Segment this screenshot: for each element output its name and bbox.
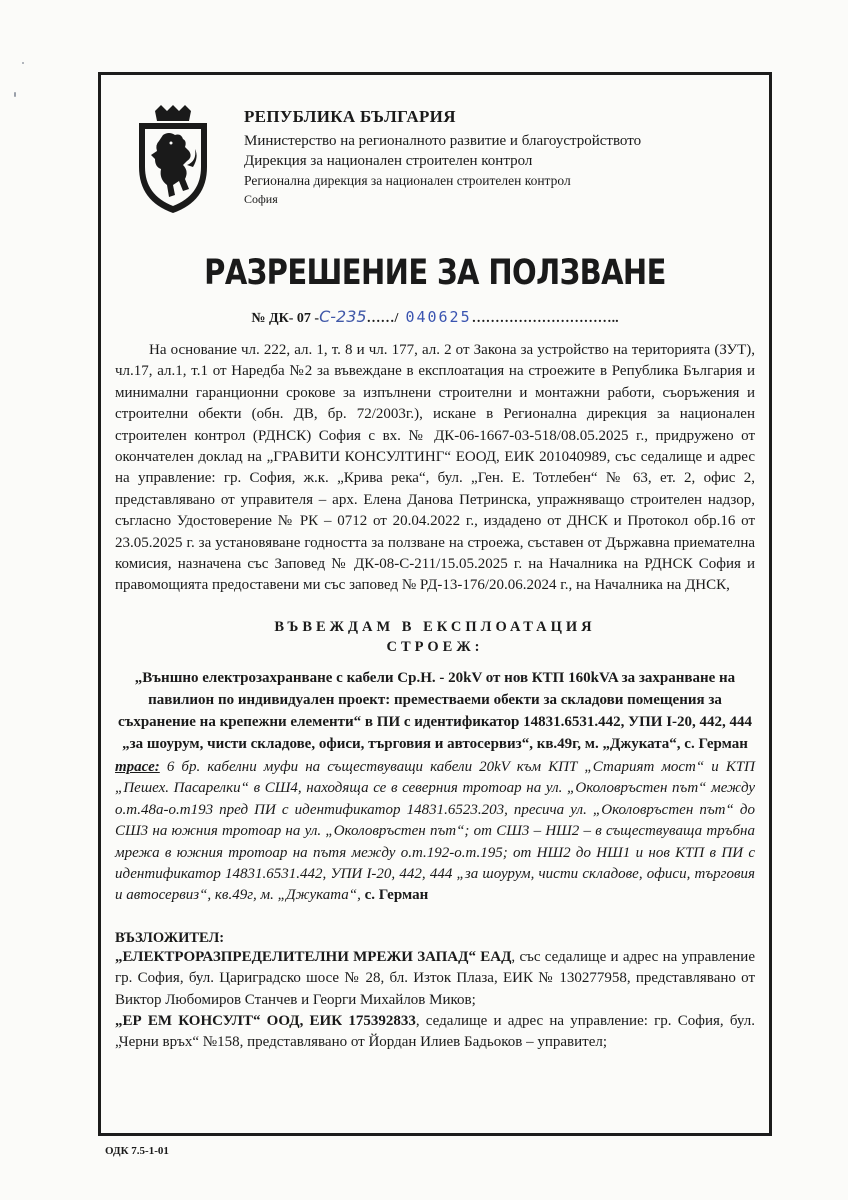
document-number: [101, 307, 769, 327]
date-stamp: 040625: [405, 308, 472, 326]
assignor-name: „ЕР ЕМ КОНСУЛТ“ ООД, ЕИК 175392833: [115, 1012, 416, 1029]
document-title: РАЗРЕШЕНИЕ ЗА ПОЛЗВАНЕ: [204, 251, 666, 293]
assignor-name: „ЕЛЕКТРОРАЗПРЕДЕЛИТЕЛНИ МРЕЖИ ЗАПАД“ ЕАД: [115, 948, 512, 965]
letterhead-text: [244, 107, 764, 207]
construction-object-name: „Външно електрозахранване с кабели Ср.Н. - 20kV от нов КТП 160kVA за захранване на павилион по индивидуален проект: преместваеми обекти за складови помещения за съхранение на крепежни елементи“ в ПИ с идентификатор 14831.6531.442, УПИ I-20, 442, 444 „за шоурум, чисти складове, офиси, търговия и автосервиз“, кв.49г, м. „Джуката“, с. Герман: [117, 669, 753, 752]
city-name: София: [244, 192, 278, 206]
decision-line: СТРОЕЖ:: [386, 638, 484, 655]
assignor-details: , седалище и адрес на управление: гр. София, бул. „Черни връх“ №158, представлявано от Йордан Илиев Бадьоков – управител;: [115, 1012, 755, 1051]
scan-speck: [14, 92, 16, 97]
route-description: [115, 757, 755, 907]
handwritten-number: С-235: [319, 307, 367, 326]
assignor-heading: ВЪЗЛОЖИТЕЛ:: [115, 929, 225, 946]
number-dots: …………………………..: [471, 311, 619, 326]
document-frame: [98, 72, 772, 1136]
scan-speck: [22, 62, 24, 64]
regional-directorate-name: Регионална дирекция за национален строителен контрол: [244, 173, 571, 188]
number-dots: ……: [366, 311, 395, 326]
directorate-name: Дирекция за национален строителен контрол: [244, 153, 533, 169]
document-body: [115, 340, 755, 1054]
assignor-entry: [115, 1011, 755, 1054]
form-code: ОДК 7.5-1-01: [105, 1145, 169, 1157]
country-name: РЕПУБЛИКА БЪЛГАРИЯ: [244, 107, 456, 126]
number-prefix: № ДК- 07 -: [251, 311, 320, 326]
legal-basis-paragraph: На основание чл. 222, ал. 1, т. 8 и чл. 177, ал. 2 от Закона за устройство на територията (ЗУТ), чл.17, ал.1, т.1 от Наредба №2 за въвеждане в експлоатация на строежите в Република България и минимални гаранционни срокове за изпълнени строителни и монтажни работи, съоръжения и строителни обекти (обн. ДВ, бр. 72/2003г.), искане в Регионална дирекция за национален строителен контрол (РДНСК) София с вх. № ДК-06-1667-03-518/08.05.2025 г., придружено от окончателен доклад на „ГРАВИТИ КОНСУЛТИНГ“ ЕООД, ЕИК 201040989, със седалище и адрес на управление: гр. София, ж.к. „Крива река“, бул. „Ген. Е. Тотлебен“ № 63, ет. 2, офис 2, представлявано от управителя – арх. Елена Данова Петринска, упражняващо строителен надзор, съгласно Удостоверение № РК – 0712 от 20.04.2022 г., издадено от ДНСК и Протокол обр.16 от 23.05.2025 г. за установяване годността за ползване на строежа, съставен от Държавна приемателна комисия, назначена със Заповед № ДК-08-С-211/15.05.2025 г. на Началника на РДНСК София и правомощията предоставени ми със заповед № РД-13-176/20.06.2024 г., на Началника на ДНСК,: [115, 342, 755, 594]
decision-heading: [115, 617, 755, 657]
ministry-name: Министерство на регионалното развитие и благоустройството: [244, 133, 642, 149]
assignor-entry: [115, 947, 755, 1011]
assignor-details: , със седалище и адрес на управление гр. София, бул. Цариградско шосе № 28, бл. Изток Плаза, ЕИК № 130277958, представлявано от Виктор Любомиров Станчев и Георги Михайлов Миков;: [115, 948, 755, 1008]
route-village: с. Герман: [364, 887, 429, 904]
number-separator: /: [394, 311, 399, 326]
decision-line: ВЪВЕЖДАМ В ЕКСПЛОАТАЦИЯ: [274, 618, 596, 635]
route-label: трасе:: [115, 758, 160, 775]
route-text: 6 бр. кабелни муфи на съществуващи кабели 20kV към КПТ „Старият мост“ и КТП „Пешех. Пасарелки“ в СШ4, находяща се в северния тротоар на ул. „Околовръстен път“ между о.т.48а-о.т193 пред ПИ с идентификатор 14831.6523.203, пресича ул. „Околовръстен път“ до СШ3 на южния тротоар на ул. „Околовръстен път“; от СШ3 – НШ2 – в съществуваща тръбна мрежа в южния тротоар на пътя между о.т.192-о.т.195; от НШ2 до НШ1 и нов КТП в ПИ с идентификатор 14831.6531.442, УПИ I-20, 442, 444 „за шоурум, чисти складове, офиси, търговия и автосервиз“, кв.49г, м. „Джуката“,: [115, 758, 755, 904]
lion-coat-of-arms-icon: [133, 105, 213, 215]
